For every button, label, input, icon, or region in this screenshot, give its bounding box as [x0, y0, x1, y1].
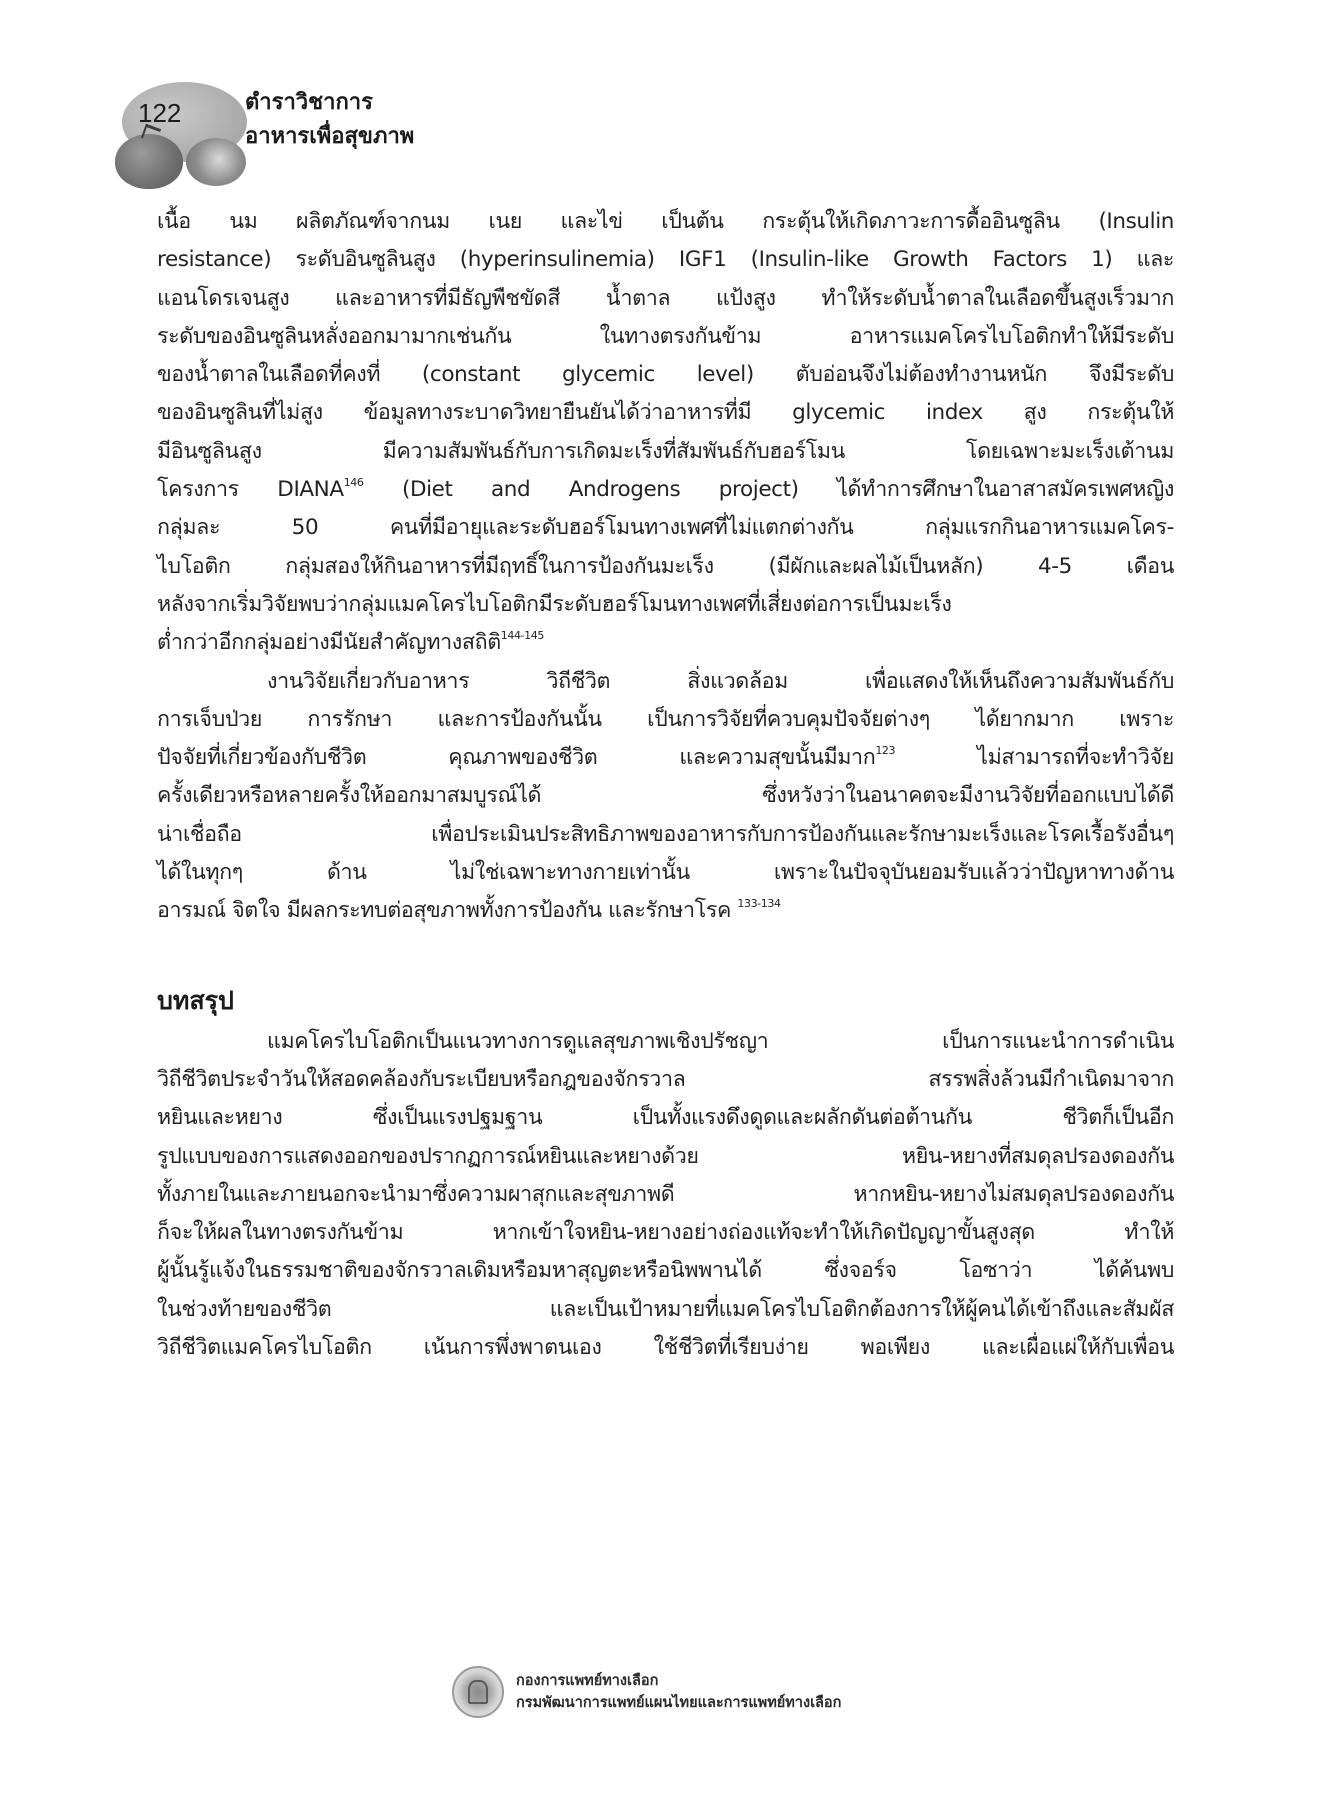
text-line: แมคโครไบโอติกเป็นแนวทางการดูแลสุขภาพเชิงปรัชญา เป็นการแนะนำการดำเนิน: [267, 1028, 1174, 1054]
text-line: ทั้งภายในและภายนอกจะนำมาซึ่งความผาสุกและสุขภาพดี หากหยิน-หยางไม่สมดุลปรองดองกัน: [157, 1181, 1174, 1207]
book-title-line2: อาหารเพื่อสุขภาพ: [245, 124, 415, 149]
page-footer: [452, 1666, 912, 1726]
tomato-whole-icon: [115, 134, 183, 189]
page-number: 122: [138, 98, 182, 128]
citation-superscript: 133-134: [737, 897, 781, 911]
paragraph-research: [157, 663, 1174, 931]
book-title: [245, 86, 414, 154]
citation-superscript: 123: [875, 744, 896, 758]
text-line: resistance) ระดับอินซูลินสูง (hyperinsulinemia) IGF1 (Insulin-like Growth Factors 1) และ: [157, 247, 1174, 273]
text-line: วิถีชีวิตประจำวันให้สอดคล้องกับระเบียบหรือกฎของจักรวาล สรรพสิ่งล้วนมีกำเนิดมาจาก: [157, 1066, 1174, 1092]
text-line: ในช่วงท้ายของชีวิต และเป็นเป้าหมายที่แมคโครไบโอติกต้องการให้ผู้คนได้เข้าถึงและสัมผัส: [157, 1296, 1174, 1322]
tomato-cut-icon: [186, 138, 246, 186]
text-line: แอนโดรเจนสูง และอาหารที่มีธัญพืชขัดสี น้ำตาล แป้งสูง ทำให้ระดับน้ำตาลในเลือดขึ้นสูงเร็วมาก: [157, 285, 1174, 311]
org-line1: กองการแพทย์ทางเลือก: [516, 1673, 659, 1689]
text-segment: ต่ำกว่าอีกกลุ่มอย่างมีนัยสำคัญทางสถิติ: [157, 630, 501, 656]
text-line: ของอินซูลินที่ไม่สูง ข้อมูลทางระบาดวิทยายืนยันได้ว่าอาหารที่มี glycemic index สูง กระตุ้นให้: [157, 400, 1174, 426]
citation-superscript: 146: [343, 476, 364, 490]
text-line: เนื้อ นม ผลิตภัณฑ์จากนม เนย และไข่ เป็นต้น กระตุ้นให้เกิดภาวะการดื้ออินซูลิน (Insulin: [157, 209, 1174, 234]
text-line: วิถีชีวิตแมคโครไบโอติก เน้นการพึ่งพาตนเอง ใช้ชีวิตที่เรียบง่าย พอเพียง และเผื่อแผ่ให้กับเพื่อน: [157, 1335, 1174, 1361]
organization-name: [516, 1670, 841, 1714]
text-line: ระดับของอินซูลินหลั่งออกมามากเช่นกัน ในทางตรงกันข้าม อาหารแมคโครไบโอติกทำให้มีระดับ: [157, 323, 1174, 349]
text-line: ของน้ำตาลในเลือดที่คงที่ (constant glycemic level) ตับอ่อนจึงไม่ต้องทำงานหนัก จึงมีระดับ: [157, 362, 1174, 388]
text-line: หลังจากเริ่มวิจัยพบว่ากลุ่มแมคโครไบโอติกมีระดับฮอร์โมนทางเพศที่เสี่ยงต่อการเป็นมะเร็ง: [157, 591, 952, 617]
text-segment: โครงการ DIANA: [157, 477, 344, 503]
text-segment: อารมณ์ จิตใจ มีผลกระทบต่อสุขภาพทั้งการป้องกัน และรักษาโรค: [157, 898, 738, 924]
org-line2: กรมพัฒนาการแพทย์แผนไทยและการแพทย์ทางเลือก: [516, 1695, 842, 1711]
text-segment: ปัจจัยที่เกี่ยวข้องกับชีวิต คุณภาพของชีวิต และความสุขนั้นมีมาก: [157, 745, 876, 771]
text-line: ได้ในทุกๆ ด้าน ไม่ใช่เฉพาะทางกายเท่านั้น เพราะในปัจจุบันยอมรับแล้วว่าปัญหาทางด้าน: [157, 860, 1174, 886]
text-line: งานวิจัยเกี่ยวกับอาหาร วิถีชีวิต สิ่งแวดล้อม เพื่อแสดงให้เห็นถึงความสัมพันธ์กับ: [267, 668, 1174, 694]
text-line: [157, 892, 1174, 930]
tomato-illustration-icon: [110, 72, 255, 192]
text-line: ไบโอติก กลุ่มสองให้กินอาหารที่มีฤทธิ์ในการป้องกันมะเร็ง (มีผักและผลไม้เป็นหลัก) 4-5 เดือน: [157, 553, 1174, 579]
government-seal-icon: [452, 1666, 504, 1718]
text-line: [157, 739, 1174, 777]
text-line: [157, 624, 1174, 662]
text-line: มีอินซูลินสูง มีความสัมพันธ์กับการเกิดมะเร็งที่สัมพันธ์กับฮอร์โมน โดยเฉพาะมะเร็งเต้านม: [157, 438, 1174, 464]
paragraph-conclusion: [157, 1023, 1174, 1368]
text-line: ผู้นั้นรู้แจ้งในธรรมชาติของจักรวาลเดิมหรือมหาสุญตะหรือนิพพานได้ ซึ่งจอร์จ โอซาว่า ได้ค้นพบ: [157, 1258, 1174, 1284]
text-segment: (Diet and Androgens project) ได้ทำการศึกษาในอาสาสมัครเพศหญิง: [363, 477, 1174, 503]
text-line: หยินและหยาง ซึ่งเป็นแรงปฐมฐาน เป็นทั้งแรงดึงดูดและผลักดันต่อต้านกัน ชีวิตก็เป็นอีก: [157, 1105, 1174, 1131]
citation-superscript: 144-145: [500, 629, 544, 643]
text-line: การเจ็บป่วย การรักษา และการป้องกันนั้น เป็นการวิจัยที่ควบคุมปัจจัยต่างๆ ได้ยากมาก เพราะ: [157, 706, 1174, 732]
text-line: ก็จะให้ผลในทางตรงกันข้าม หากเข้าใจหยิน-หยางอย่างถ่องแท้จะทำให้เกิดปัญญาขั้นสูงสุด ทำให้: [157, 1220, 1174, 1246]
section-heading-conclusion: บทสรุป: [157, 985, 234, 1015]
text-line: ครั้งเดียวหรือหลายครั้งให้ออกมาสมบูรณ์ได้ ซึ่งหวังว่าในอนาคตจะมีงานวิจัยที่ออกแบบได้ดี: [157, 783, 1174, 809]
text-segment: ไม่สามารถที่จะทำวิจัย: [895, 745, 1174, 771]
book-title-line1: ตำราวิชาการ: [245, 90, 373, 115]
page-body: [157, 203, 1174, 1367]
text-line: [157, 471, 1174, 509]
page-header: [110, 72, 610, 197]
text-line: รูปแบบของการแสดงออกของปรากฏการณ์หยินและหยางด้วย หยิน-หยางที่สมดุลปรองดองกัน: [157, 1143, 1174, 1169]
paragraph-insulin: [157, 203, 1174, 663]
text-line: กลุ่มละ 50 คนที่มีอายุและระดับฮอร์โมนทางเพศที่ไม่แตกต่างกัน กลุ่มแรกกินอาหารแมคโคร-: [157, 515, 1174, 541]
text-line: น่าเชื่อถือ เพื่อประเมินประสิทธิภาพของอาหารกับการป้องกันและรักษามะเร็งและโรคเรื้อรังอื่นๆ: [157, 821, 1174, 847]
